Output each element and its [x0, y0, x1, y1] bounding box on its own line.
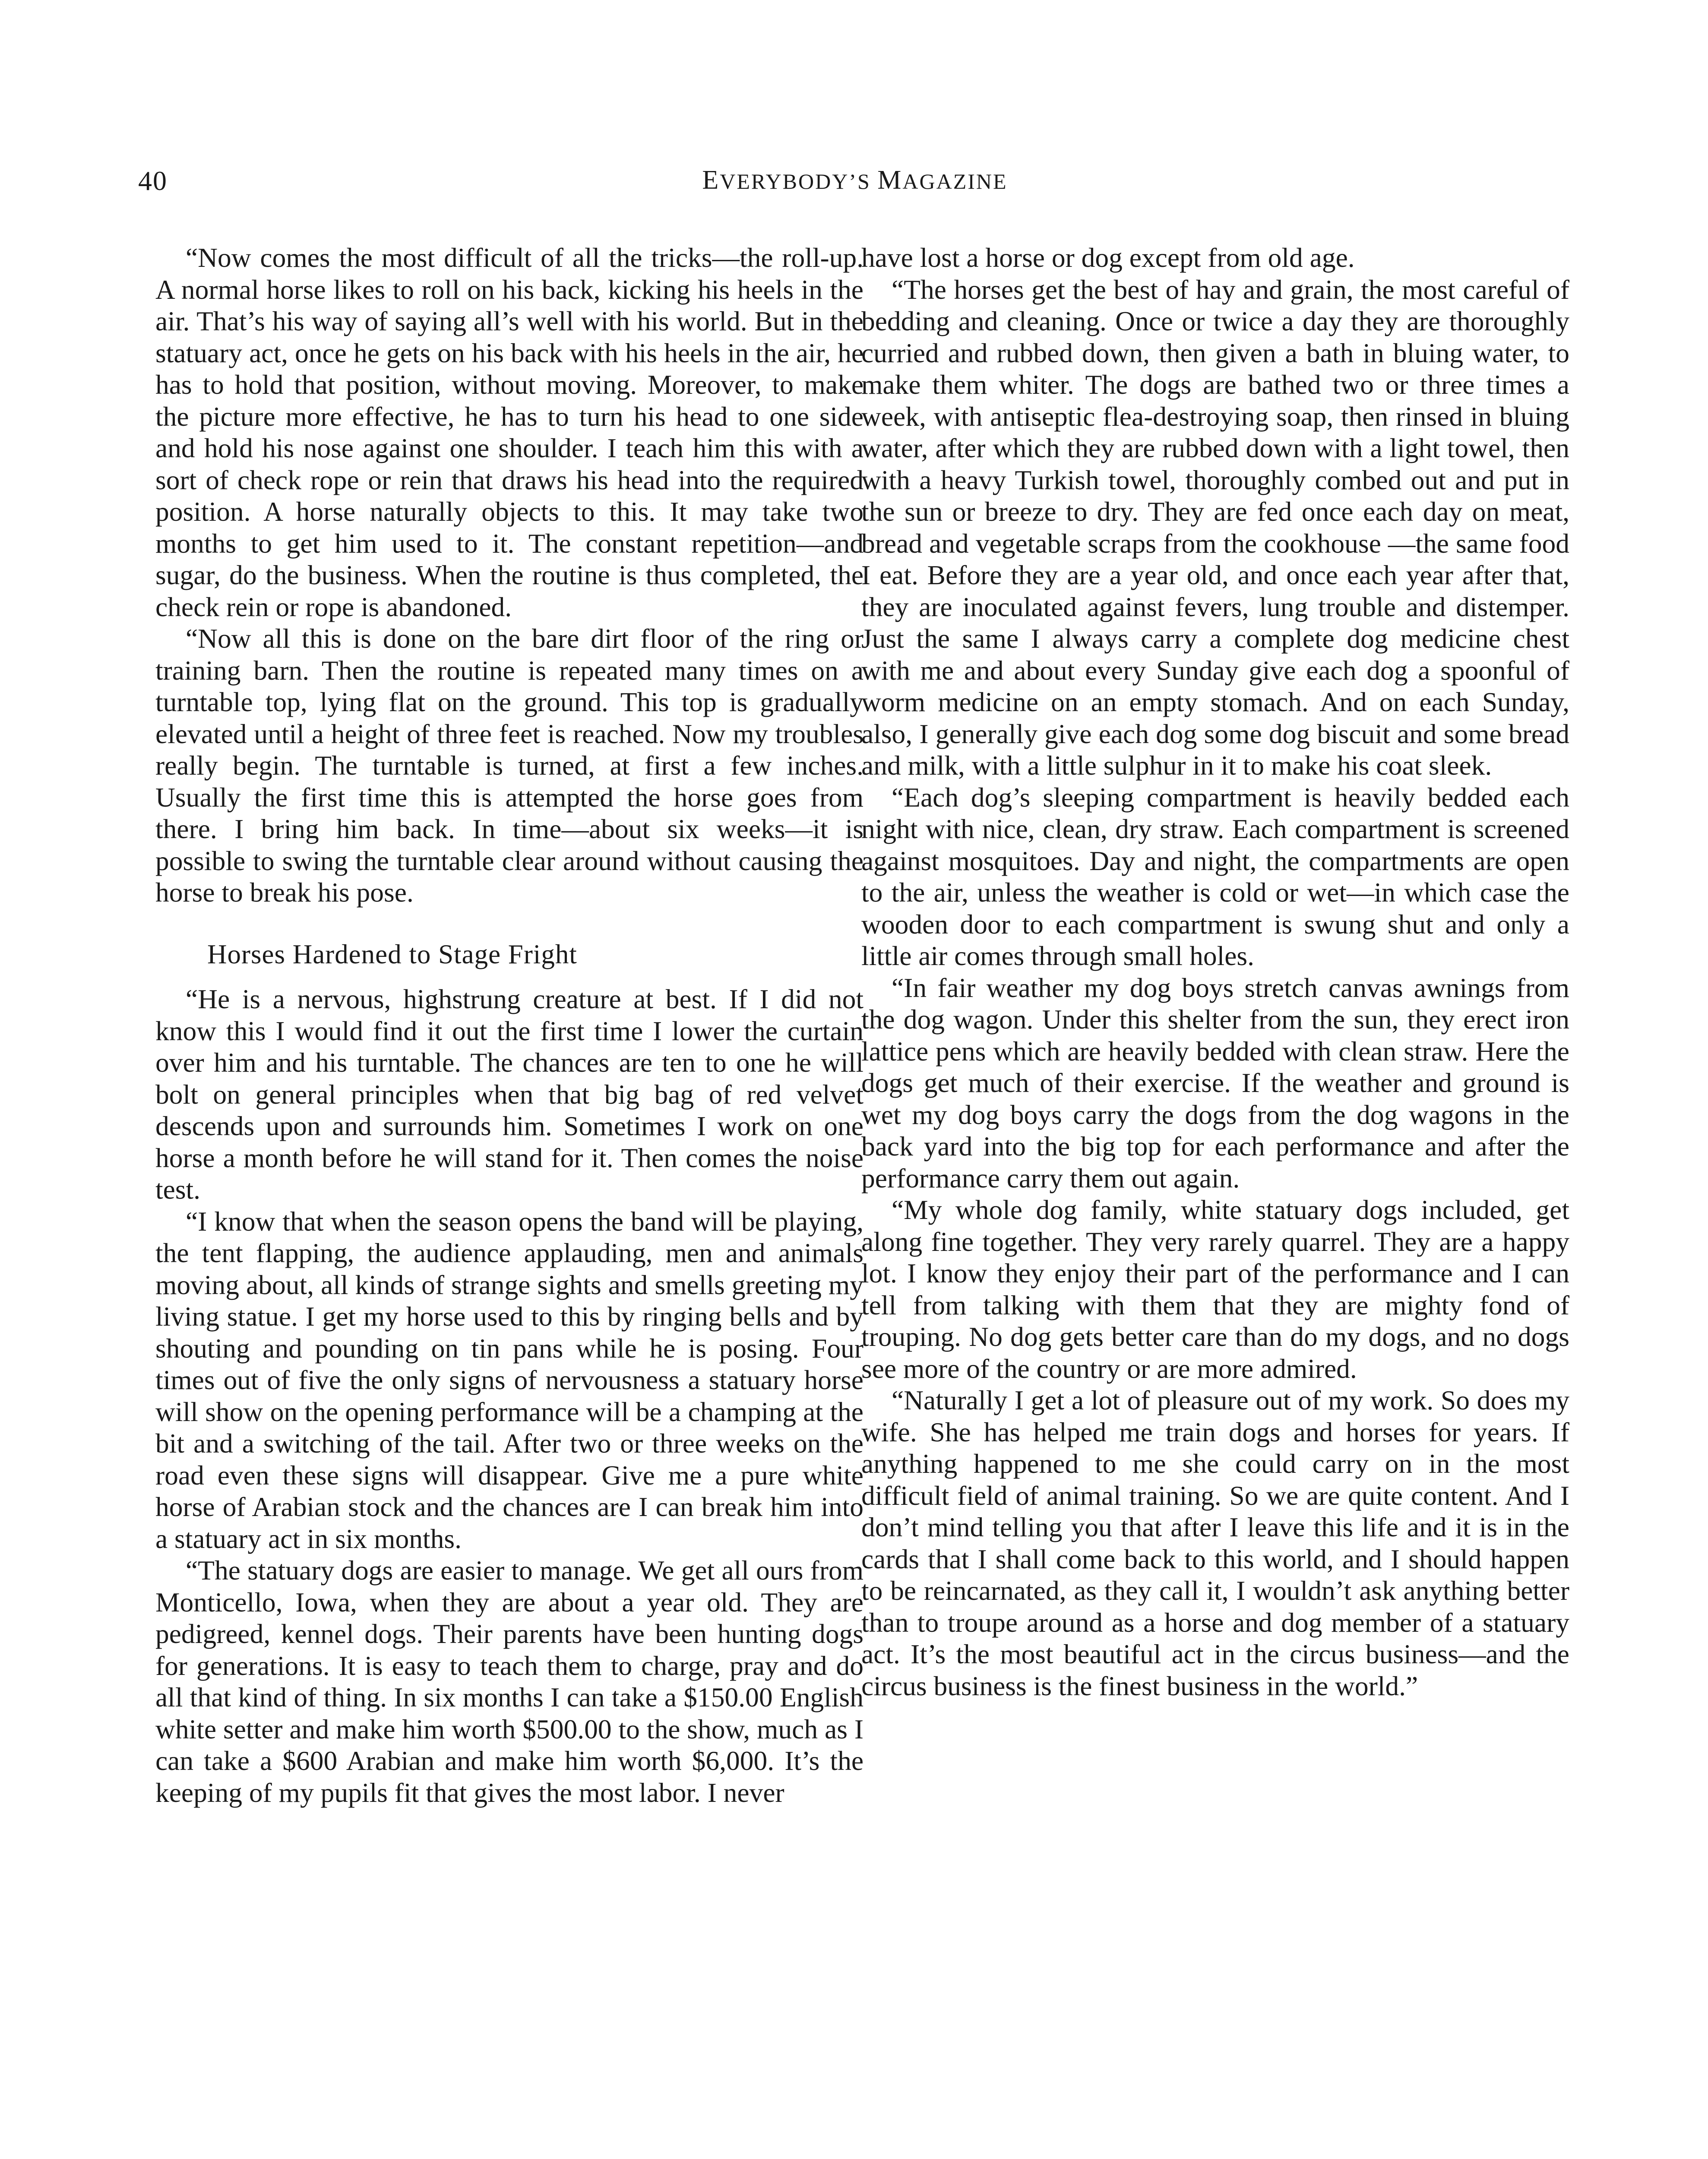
paragraph: “My whole dog family, white statuary dogs included, get along fine together. They very rarely quarrel. They are a happy lot. I know they enjoy their part of the performance and I can tell from talking with them that they are mighty fond of trouping. No dog gets better care than do my dogs, and no dogs see more of the country or are more admired. — [861, 1194, 1569, 1384]
paragraph: “Now comes the most difficult of all the tricks—the roll-up. A normal horse likes to roll on his back, kicking his heels in the air. That’s his way of saying all’s well with his world. But in the statuary act, once he gets on his back with his heels in the air, he has to hold that position, without moving. Moreover, to make the picture more effective, he has to turn his head to one side and hold his nose against one shoulder. I teach him this with a sort of check rope or rein that draws his head into the required position. A horse naturally objects to this. It may take two months to get him used to it. The constant repetition—and sugar, do the business. When the routine is thus completed, the check rein or rope is abandoned. — [155, 242, 863, 622]
paragraph: “In fair weather my dog boys stretch canvas awnings from the dog wagon. Under this shelter from the sun, they erect iron lattice pens which are heavily bedded with clean straw. Here the dogs get much of their exercise. If the weather and ground is wet my dog boys carry the dogs from the dog wagons in the back yard into the big top for each performance and after the performance carry them out again. — [861, 972, 1569, 1193]
paragraph-continued: have lost a horse or dog except from old age. — [861, 242, 1355, 273]
running-head-magazine: AGAZINE — [902, 169, 1008, 193]
paragraph: “The statuary dogs are easier to manage. We get all ours from Monticello, Iowa, when they are about a year old. They are pedigreed, kennel dogs. Their parents have been hunting dogs for generations. It is easy to teach them to charge, pray and do all that kind of thing. In six months I can take a $150.00 English white setter and make him worth $500.00 to the show, much as I can take a $600 Arabian and make him worth $6,000. It’s the keeping of my pupils fit that gives the most labor. I never — [155, 1555, 863, 1808]
running-head-m: M — [877, 165, 903, 195]
paragraph: “Naturally I get a lot of pleasure out of my work. So does my wife. She has helped me train dogs and horses for years. If anything happened to me she could carry on in the most difficult field of animal training. So we are quite content. And I don’t mind telling you that after I leave this life and it is in the cards that I shall come back to this world, and I should happen to be reincarnated, as they call it, I wouldn’t ask anything better than to troupe around as a horse and dog member of a statuary act. It’s the most beautiful act in the circus business—and the circus business is the finest business in the world.” — [861, 1385, 1569, 1701]
paragraph: “He is a nervous, highstrung creature at best. If I did not know this I would find it out the first time I lower the curtain over him and his turntable. The chances are ten to one he will bolt on general principles when that big bag of red velvet descends upon and surrounds him. Sometimes I work on one horse a month before he will stand for it. Then comes the noise test. — [155, 984, 863, 1205]
paragraph: “The horses get the best of hay and grain, the most careful of bedding and cleaning. Once or twice a day they are thoroughly curried and rubbed down, then given a bath in bluing water, to make them whiter. The dogs are bathed two or three times a week, with antiseptic flea-destroying soap, then rinsed in bluing water, after which they are rubbed down with a light towel, then with a heavy Turkish towel, thoroughly combed out and put in the sun or breeze to dry. They are fed once each day on meat, bread and vegetable scraps from the cookhouse —the same food I eat. Before they are a year old, and once each year after that, they are inoculated against fevers, lung trouble and distemper. Just the same I always carry a complete dog medicine chest with me and about every Sunday give each dog a spoonful of worm medicine on an empty stomach. And on each Sunday, also, I generally give each dog some dog biscuit and some bread and milk, with a little sulphur in it to make his coat sleek. — [861, 274, 1569, 781]
paragraph: “Each dog’s sleeping compartment is heavily bedded each night with nice, clean, dry straw. Each compartment is screened against mosquitoes. Day and night, the compartments are open to the air, unless the weather is cold or wet—in which case the wooden door to each compartment is swung shut and only a little air comes through small holes. — [861, 782, 1569, 971]
page-number: 40 — [138, 165, 168, 196]
paragraph: “I know that when the season opens the band will be playing, the tent flapping, the audience applauding, men and animals moving about, all kinds of strange sights and smells greeting my living statue. I get my horse used to this by ringing bells and by shouting and pounding on tin pans while he is posing. Four times out of five the only signs of nervousness a statuary horse will show on the opening performance will be a champing at the bit and a switching of the tail. After two or three weeks on the road even these signs will disappear. Give me a pure white horse of Arabian stock and the chances are I can break him into a statuary act in six months. — [155, 1206, 863, 1554]
right-column — [861, 242, 1569, 1702]
left-column — [155, 242, 863, 1808]
section-subhead: Horses Hardened to Stage Fright — [207, 939, 577, 969]
running-head-e: E — [702, 165, 720, 195]
running-head — [639, 165, 1071, 196]
running-head-everybodys: VERYBODY’S — [720, 169, 878, 193]
paragraph: “Now all this is done on the bare dirt floor of the ring or training barn. Then the routine is repeated many times on a turntable top, lying flat on the ground. This top is gradually elevated until a height of three feet is reached. Now my troubles really begin. The turntable is turned, at first a few inches. Usually the first time this is attempted the horse goes from there. I bring him back. In time—about six weeks—it is possible to swing the turntable clear around without causing the horse to break his pose. — [155, 623, 863, 908]
